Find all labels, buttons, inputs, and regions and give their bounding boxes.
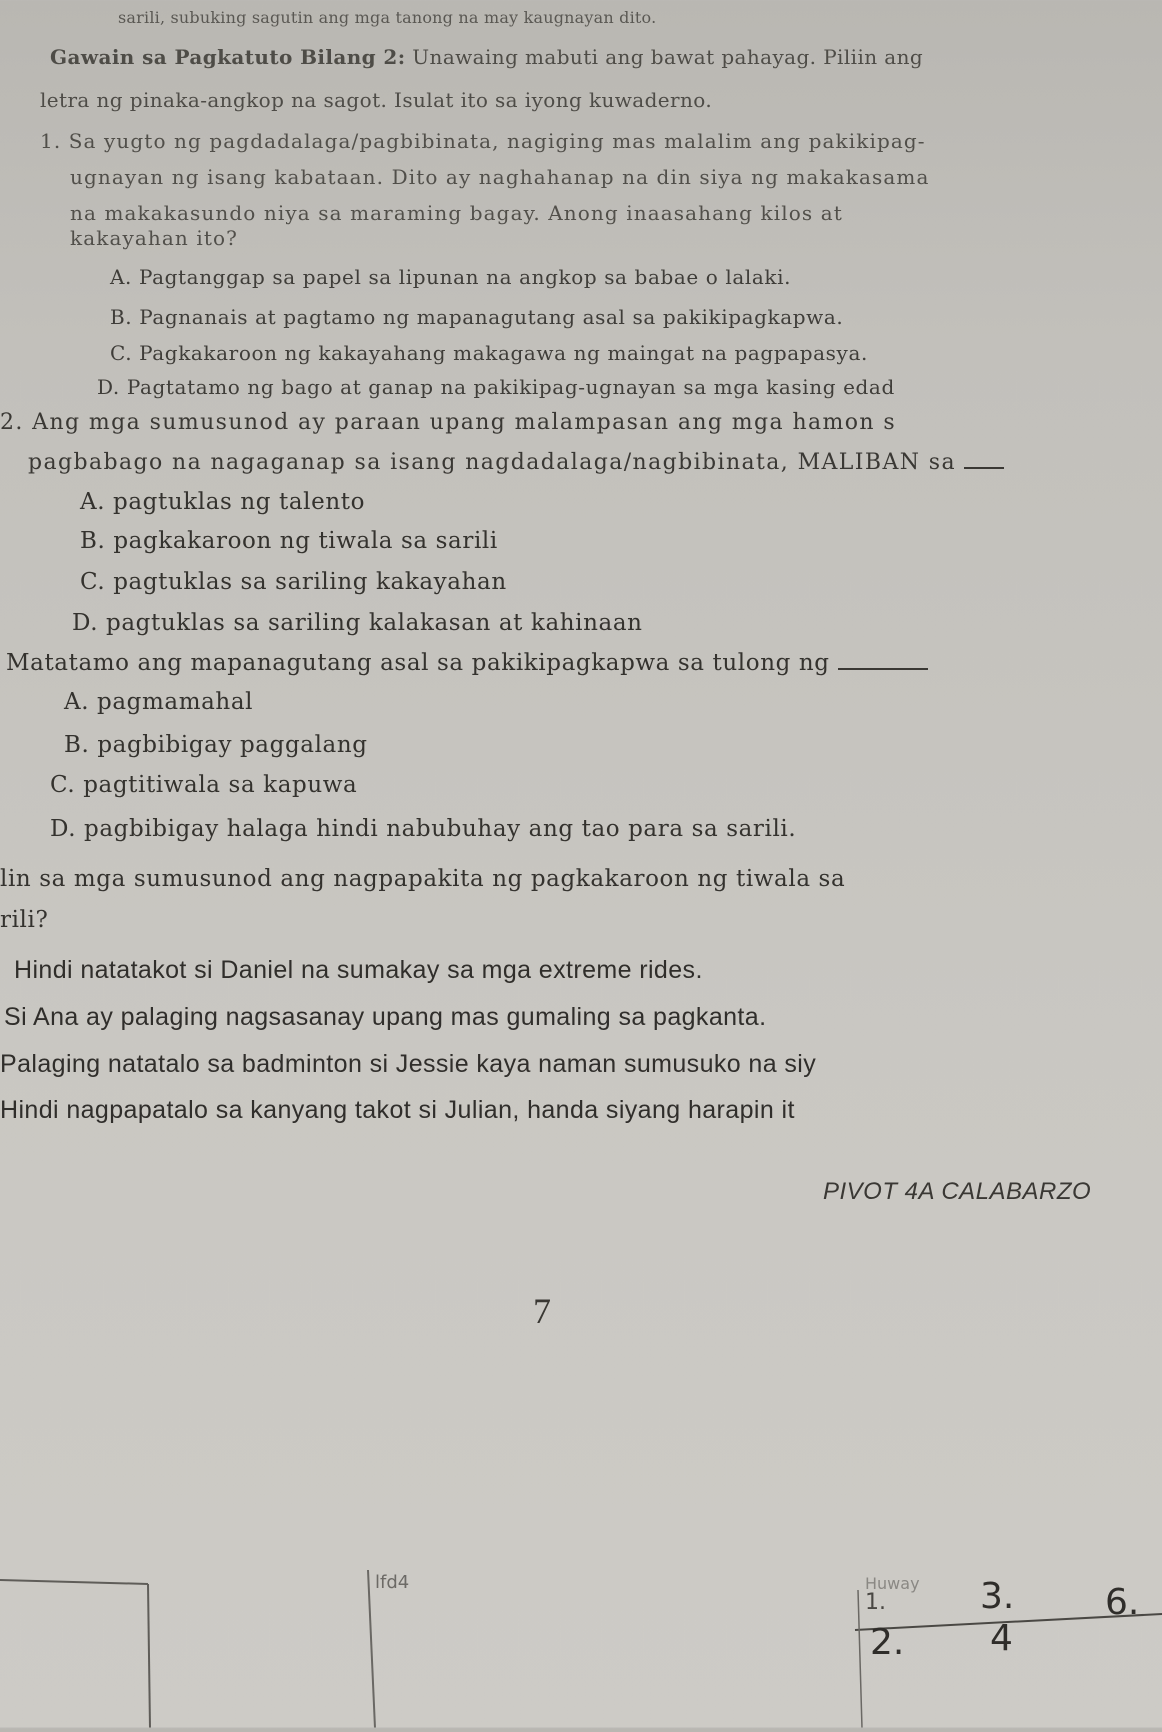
question-2-line: 2. Ang mga sumusunod ay paraan upang malampasan ang mga hamon s — [0, 410, 897, 435]
instructions-line-1 — [50, 45, 923, 69]
top-fragment-text: sarili, subuking sagutin ang mga tanong na may kaugnayan dito. — [118, 8, 657, 27]
handwritten-label-right: Huway — [865, 1574, 920, 1593]
question-4-option: Hindi natatakot si Daniel na sumakay sa mga extreme rides. — [14, 956, 703, 984]
question-1-line: kakayahan ito? — [70, 226, 238, 250]
instructions-text: Unawaing mabuti ang bawat pahayag. Piliin ang — [405, 45, 924, 69]
question-3-text: Matatamo ang mapanagutang asal sa pakikipagkapwa sa tulong ng — [6, 650, 830, 676]
question-4-line: lin sa mga sumusunod ang nagpapakita ng pagkakaroon ng tiwala sa — [0, 866, 846, 892]
question-3-option-c: C. pagtitiwala sa kapuwa — [50, 772, 358, 798]
question-1-option-c: C. Pagkakaroon ng kakayahang makagawa ng maingat na pagpapasya. — [110, 341, 868, 365]
handwritten-mark: 6. — [1105, 1582, 1140, 1623]
question-3-line — [6, 650, 928, 676]
question-1-line: 1. Sa yugto ng pagdadalaga/pagbibinata, nagiging mas malalim ang pakikipag- — [40, 129, 926, 153]
question-4-option: Hindi nagpapatalo sa kanyang takot si Julian, handa siyang harapin it — [0, 1096, 795, 1124]
question-2-option-b: B. pagkakaroon ng tiwala sa sarili — [80, 528, 498, 554]
notebook-edge — [0, 1570, 1162, 1728]
answer-blank — [964, 449, 1004, 469]
question-2-option-c: C. pagtuklas sa sariling kakayahan — [80, 569, 507, 595]
question-3-option-b: B. pagbibigay paggalang — [64, 732, 368, 758]
activity-title: Gawain sa Pagkatuto Bilang 2: — [50, 45, 406, 69]
question-4-option: Si Ana ay palaging nagsasanay upang mas gumaling sa pagkanta. — [4, 1003, 767, 1031]
footer-code: PIVOT 4A CALABARZO — [823, 1178, 1092, 1205]
question-3-option-a: A. pagmamahal — [64, 689, 254, 715]
question-1-option-a: A. Pagtanggap sa papel sa lipunan na angkop sa babae o lalaki. — [110, 265, 792, 289]
instructions-line-2: letra ng pinaka-angkop na sagot. Isulat ito sa iyong kuwaderno. — [40, 88, 713, 112]
answer-blank — [838, 650, 928, 670]
question-4-option: Palaging natatalo sa badminton si Jessie kaya naman sumusuko na siy — [0, 1050, 817, 1078]
question-1-option-d: D. Pagtatamo ng bago at ganap na pakikipag-ugnayan sa mga kasing edad — [97, 375, 895, 399]
handwritten-mark: 2. — [870, 1622, 905, 1663]
question-4-line: rili? — [0, 907, 49, 933]
handwritten-mark: 3. — [980, 1576, 1015, 1617]
handwritten-note-left: lfd4 — [375, 1572, 410, 1593]
question-1-line: ugnayan ng isang kabataan. Dito ay naghahanap na din siya ng makakasama — [70, 165, 930, 189]
question-1-option-b: B. Pagnanais at pagtamo ng mapanagutang asal sa pakikipagkapwa. — [110, 305, 844, 329]
question-2-text: pagbabago na nagaganap sa isang nagdadalaga/nagbibinata, MALIBAN sa — [28, 450, 956, 475]
question-2-option-d: D. pagtuklas sa sariling kalakasan at kahinaan — [72, 610, 643, 636]
handwritten-mark: 1. — [865, 1590, 886, 1615]
question-1-line: na makakasundo niya sa maraming bagay. Anong inaasahang kilos at — [70, 201, 843, 225]
page-number: 7 — [533, 1291, 551, 1331]
question-2-line — [28, 449, 1004, 475]
question-2-option-a: A. pagtuklas ng talento — [80, 489, 366, 515]
question-3-option-d: D. pagbibigay halaga hindi nabubuhay ang tao para sa sarili. — [50, 816, 797, 842]
handwritten-mark: 4 — [990, 1618, 1013, 1659]
